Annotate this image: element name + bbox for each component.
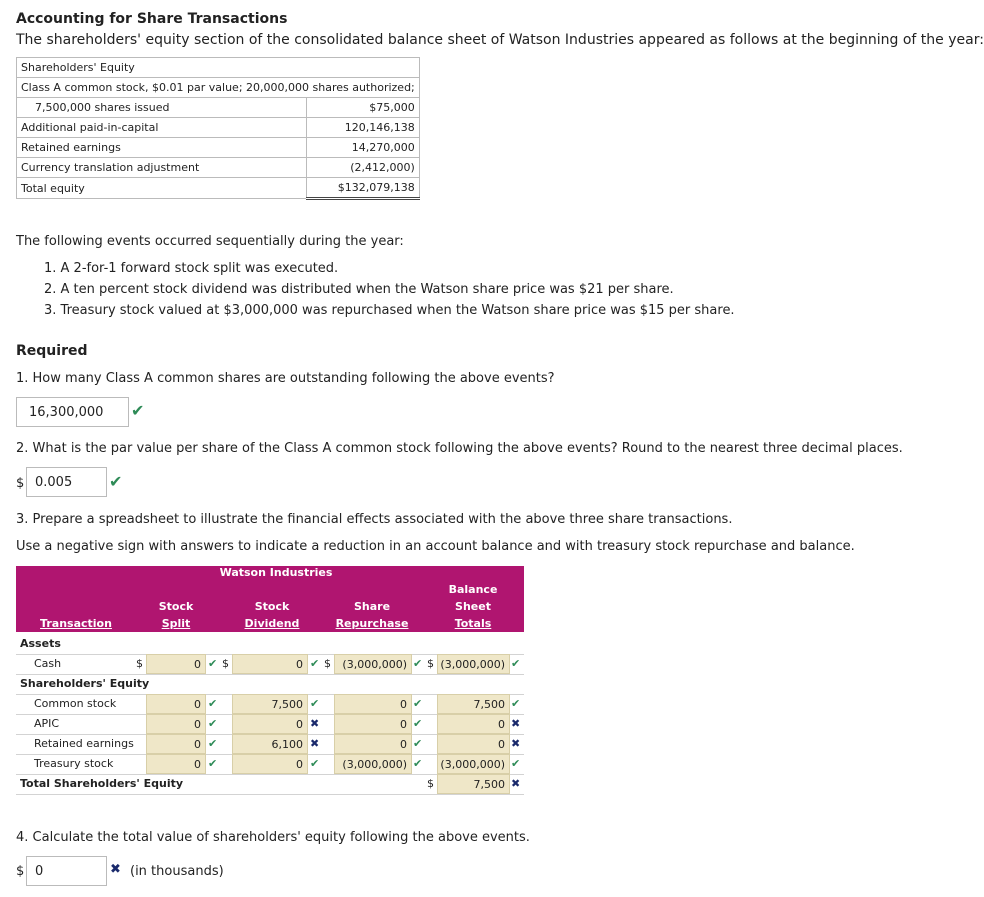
total-balance-input[interactable]: 7,500 <box>437 774 510 794</box>
total-label: Total Shareholders' Equity <box>20 777 184 790</box>
cash-label: Cash <box>34 657 62 670</box>
check-icon: ✔ <box>511 757 521 770</box>
check-icon: ✔ <box>208 737 218 750</box>
events-intro: The following events occurred sequentially during the year: <box>16 234 404 249</box>
col-transaction: Transaction <box>40 617 112 630</box>
equity-table <box>16 57 420 200</box>
equity-row-label: Currency translation adjustment <box>17 158 307 178</box>
common-dividend-input[interactable]: 7,500 <box>232 694 308 714</box>
table-row <box>16 734 524 755</box>
check-icon: ✔ <box>413 697 423 710</box>
check-icon: ✔ <box>413 657 423 670</box>
question-2: 2. What is the par value per share of the Class A common stock following the above events? Round to the nearest three decimal places. <box>16 441 903 456</box>
ts-dividend-input[interactable]: 0 <box>232 754 308 774</box>
dollar-sign: $ <box>427 777 434 790</box>
check-icon: ✔ <box>310 657 320 670</box>
col-repurchase-line2: Repurchase <box>335 617 409 630</box>
assets-row <box>16 634 524 655</box>
assets-label: Assets <box>20 637 61 650</box>
common-repurchase-input[interactable]: 0 <box>334 694 412 714</box>
check-icon: ✔ <box>208 657 218 670</box>
col-split-line2: Split <box>161 617 191 630</box>
col-balance-line1: Balance <box>448 583 498 596</box>
equity-row-value: (2,412,000) <box>306 158 419 178</box>
equity-total-value: $132,079,138 <box>306 178 419 199</box>
equity-row-label: 7,500,000 shares issued <box>17 98 307 118</box>
apic-balance-input[interactable]: 0 <box>437 714 510 734</box>
q4-answer-input[interactable]: 0 <box>26 856 107 886</box>
check-icon: ✔ <box>109 472 123 491</box>
cross-icon: ✖ <box>310 717 320 730</box>
page-title: Accounting for Share Transactions <box>16 11 288 27</box>
ts-balance-input[interactable]: (3,000,000) <box>437 754 510 774</box>
re-balance-input[interactable]: 0 <box>437 734 510 754</box>
equity-row <box>16 674 524 695</box>
table-row <box>16 654 524 675</box>
intro-text: The shareholders' equity section of the consolidated balance sheet of Watson Industries appeared as follows at the beginning of the year: <box>16 32 984 48</box>
common-balance-input[interactable]: 7,500 <box>437 694 510 714</box>
col-dividend-line2: Dividend <box>244 617 300 630</box>
cash-repurchase-input[interactable]: (3,000,000) <box>334 654 412 674</box>
total-row <box>16 774 524 795</box>
col-dividend-line1: Stock <box>254 600 290 613</box>
cross-icon: ✖ <box>511 717 521 730</box>
check-icon: ✔ <box>511 697 521 710</box>
ts-split-input[interactable]: 0 <box>146 754 206 774</box>
check-icon: ✔ <box>310 757 320 770</box>
question-1: 1. How many Class A common shares are outstanding following the above events? <box>16 371 555 386</box>
dollar-sign: $ <box>324 657 331 670</box>
dollar-sign: $ <box>222 657 229 670</box>
question-3-note: Use a negative sign with answers to indicate a reduction in an account balance and with treasury stock repurchase and balance. <box>16 539 855 554</box>
check-icon: ✔ <box>413 757 423 770</box>
re-repurchase-input[interactable]: 0 <box>334 734 412 754</box>
equity-row-label: Total equity <box>17 178 307 199</box>
check-icon: ✔ <box>310 697 320 710</box>
check-icon: ✔ <box>208 697 218 710</box>
re-label: Retained earnings <box>34 737 134 750</box>
check-icon: ✔ <box>131 401 145 420</box>
common-label: Common stock <box>34 697 117 710</box>
ts-label: Treasury stock <box>34 757 114 770</box>
col-split-line1: Stock <box>158 600 194 613</box>
common-split-input[interactable]: 0 <box>146 694 206 714</box>
cash-balance-input[interactable]: (3,000,000) <box>437 654 510 674</box>
check-icon: ✔ <box>413 717 423 730</box>
col-balance-line3: Totals <box>454 617 492 630</box>
apic-label: APIC <box>34 717 60 730</box>
cash-split-input[interactable]: 0 <box>146 654 206 674</box>
event-item: 3. Treasury stock valued at $3,000,000 was repurchased when the Watson share price was $15 per share. <box>44 303 735 318</box>
dollar-sign: $ <box>136 657 143 670</box>
required-heading: Required <box>16 343 88 359</box>
company-name: Watson Industries <box>219 566 333 579</box>
col-balance-line2: Sheet <box>455 600 491 613</box>
check-icon: ✔ <box>208 757 218 770</box>
q4-unit-label: (in thousands) <box>130 864 224 879</box>
equity-table-header: Shareholders' Equity <box>17 58 420 78</box>
apic-dividend-input[interactable]: 0 <box>232 714 308 734</box>
cross-icon: ✖ <box>511 737 521 750</box>
cash-dividend-input[interactable]: 0 <box>232 654 308 674</box>
spreadsheet-header <box>16 566 524 632</box>
cross-icon: ✖ <box>110 862 121 877</box>
equity-row-label: Additional paid-in-capital <box>17 118 307 138</box>
q2-answer-input[interactable]: 0.005 <box>26 467 107 497</box>
equity-row-label: Class A common stock, $0.01 par value; 20,000,000 shares authorized; <box>17 78 420 98</box>
equity-row-value: $75,000 <box>306 98 419 118</box>
event-item: 1. A 2-for-1 forward stock split was executed. <box>44 261 339 276</box>
equity-label: Shareholders' Equity <box>20 677 150 690</box>
table-row <box>16 754 524 775</box>
check-icon: ✔ <box>413 737 423 750</box>
equity-row-value: 14,270,000 <box>306 138 419 158</box>
q2-dollar-sign: $ <box>16 476 25 491</box>
ts-repurchase-input[interactable]: (3,000,000) <box>334 754 412 774</box>
question-4: 4. Calculate the total value of shareholders' equity following the above events. <box>16 830 530 845</box>
re-dividend-input[interactable]: 6,100 <box>232 734 308 754</box>
cross-icon: ✖ <box>310 737 320 750</box>
dollar-sign: $ <box>427 657 434 670</box>
q4-dollar-sign: $ <box>16 864 25 879</box>
apic-split-input[interactable]: 0 <box>146 714 206 734</box>
cross-icon: ✖ <box>511 777 521 790</box>
question-3: 3. Prepare a spreadsheet to illustrate the financial effects associated with the above three share transactions. <box>16 512 733 527</box>
table-row <box>16 694 524 715</box>
check-icon: ✔ <box>208 717 218 730</box>
equity-row-label: Retained earnings <box>17 138 307 158</box>
table-row <box>16 714 524 735</box>
check-icon: ✔ <box>511 657 521 670</box>
equity-row-value: 120,146,138 <box>306 118 419 138</box>
apic-repurchase-input[interactable]: 0 <box>334 714 412 734</box>
col-repurchase-line1: Share <box>353 600 391 613</box>
q1-answer-input[interactable]: 16,300,000 <box>16 397 129 427</box>
re-split-input[interactable]: 0 <box>146 734 206 754</box>
event-item: 2. A ten percent stock dividend was distributed when the Watson share price was $21 per share. <box>44 282 674 297</box>
